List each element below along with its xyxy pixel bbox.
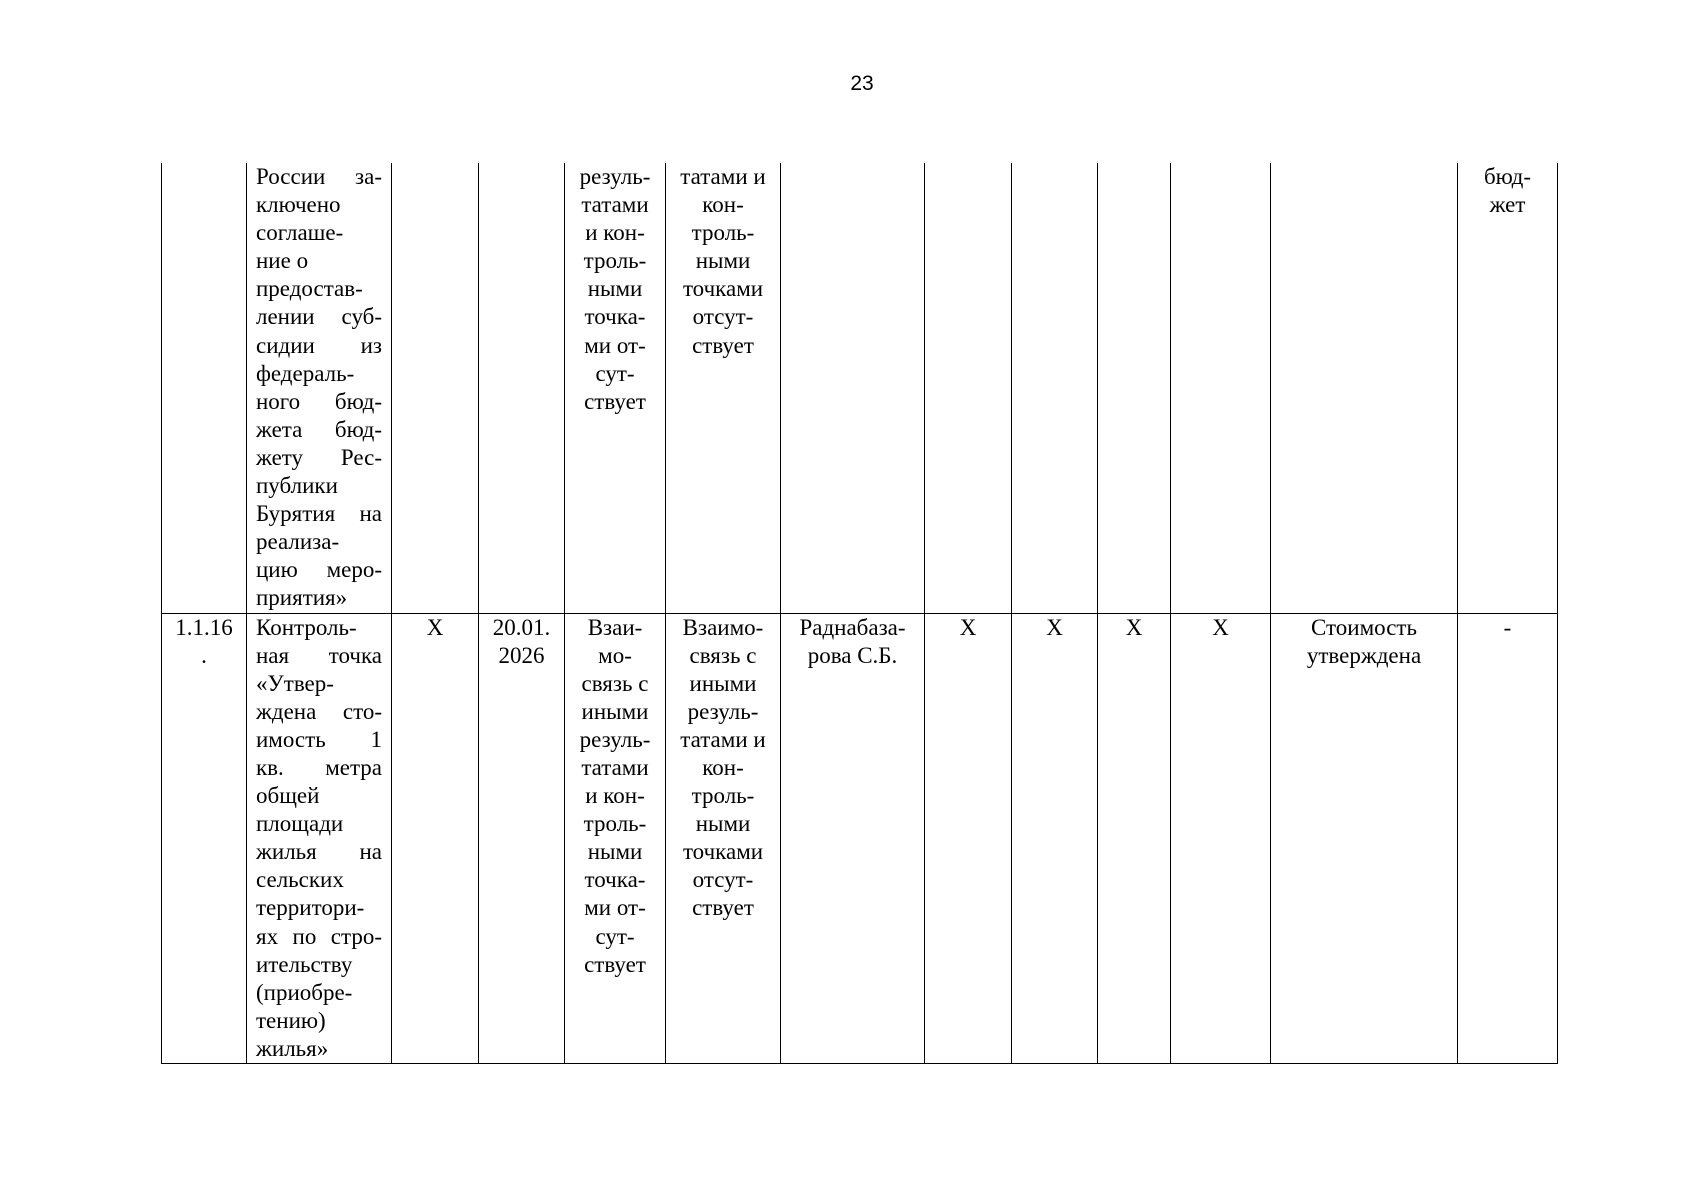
cell-line: 2026 xyxy=(498,642,545,668)
cell-line: России за- xyxy=(256,164,382,189)
cell-line: утверждена xyxy=(1306,642,1422,668)
cell-line: точками xyxy=(682,839,764,865)
cell-line: 20.01. xyxy=(492,614,551,640)
cell-line: сут- xyxy=(595,923,635,949)
document-table xyxy=(161,163,1558,1064)
table-row xyxy=(162,163,1558,613)
cell-line: связь с xyxy=(581,670,649,696)
cell-line: татами xyxy=(581,754,649,780)
relationship-cell xyxy=(565,163,666,613)
cell-line: троль- xyxy=(691,220,755,246)
cell-line: ствует xyxy=(692,332,754,358)
cell-line: резуль- xyxy=(579,164,651,189)
row-number-cell xyxy=(162,613,247,1064)
page-number: 23 xyxy=(850,72,874,95)
row-number-cell xyxy=(162,163,247,613)
cell-line: ными xyxy=(695,811,751,837)
cell-line: жету Рес- xyxy=(256,444,382,470)
cell-line: «Утвер- xyxy=(256,670,334,696)
cell-line: резуль- xyxy=(687,698,759,724)
cell-line: троль- xyxy=(691,783,755,809)
cell-line: резуль- xyxy=(579,726,651,752)
cell-line: точками xyxy=(682,276,764,302)
responsible-cell xyxy=(781,163,925,613)
cell-line: татами и xyxy=(680,164,766,189)
x-cell xyxy=(1171,163,1271,613)
source-cell xyxy=(1458,163,1558,613)
table-row xyxy=(162,613,1558,1064)
cell-line: ствует xyxy=(692,895,754,921)
cell-line: общей xyxy=(256,783,320,809)
cell-line: X xyxy=(426,614,444,640)
cell-line: рова С.Б. xyxy=(807,642,898,668)
relationship-cell-2 xyxy=(666,163,781,613)
cell-line: кон- xyxy=(702,754,744,780)
relationship-cell xyxy=(565,613,666,1064)
cell-line: сут- xyxy=(595,360,635,386)
cell-line: ная точка xyxy=(256,642,382,668)
cell-line: отсут- xyxy=(692,867,754,893)
cell-line: лении суб- xyxy=(256,304,382,330)
cell-line: федераль- xyxy=(256,360,355,386)
cell-line: ждена сто- xyxy=(256,698,382,724)
x-cell: X xyxy=(1012,613,1098,1064)
cell-line: ключено xyxy=(256,192,341,218)
cell-line: кв. метра xyxy=(256,754,382,780)
cell-line: жилья» xyxy=(256,1035,329,1061)
cell-line: приятия» xyxy=(256,585,348,611)
cell-line: иными xyxy=(689,670,757,696)
mark-cell xyxy=(392,613,479,1064)
cell-line: иными xyxy=(581,698,649,724)
cell-line: 1.1.16 xyxy=(175,614,233,640)
cell-line: ного бюд- xyxy=(256,388,382,414)
cell-line: ми от- xyxy=(584,895,646,921)
cell-line: кон- xyxy=(702,192,744,218)
cell-line: Взаимо- xyxy=(682,614,764,640)
cell-line: ными xyxy=(587,276,643,302)
cell-line: татами xyxy=(581,192,649,218)
responsible-cell xyxy=(781,613,925,1064)
result-cell xyxy=(1271,613,1458,1064)
mark-cell xyxy=(392,163,479,613)
cell-line: Взаи- xyxy=(587,614,643,640)
cell-line: Бурятия на xyxy=(256,501,382,527)
result-cell xyxy=(1271,163,1458,613)
cell-line: предостав- xyxy=(256,276,363,302)
cell-line: бюд- xyxy=(1483,164,1532,189)
cell-line: ствует xyxy=(584,951,646,977)
cell-line: жета бюд- xyxy=(256,416,382,442)
x-cell xyxy=(1012,163,1098,613)
date-cell xyxy=(479,163,565,613)
cell-line: ми от- xyxy=(584,332,646,358)
cell-line: публики xyxy=(256,473,338,499)
description-cell xyxy=(247,163,392,613)
cell-line: троль- xyxy=(583,811,647,837)
cell-line: тению) xyxy=(256,1007,326,1033)
cell-line: ными xyxy=(587,839,643,865)
x-cell: X xyxy=(1171,613,1271,1064)
cell-line: отсут- xyxy=(692,304,754,330)
cell-line: . xyxy=(201,642,207,668)
cell-line: жилья на xyxy=(256,839,382,865)
cell-line: и кон- xyxy=(585,220,645,246)
x-cell: X xyxy=(925,613,1012,1064)
description-cell xyxy=(247,613,392,1064)
cell-line: точка- xyxy=(584,304,646,330)
cell-line: реализа- xyxy=(256,529,340,555)
x-cell xyxy=(925,163,1012,613)
cell-line: цию меро- xyxy=(256,557,382,583)
cell-line: точка- xyxy=(584,867,646,893)
date-cell xyxy=(479,613,565,1064)
cell-line: площади xyxy=(256,811,344,837)
cell-line: мо- xyxy=(598,642,632,668)
cell-line: ными xyxy=(695,248,751,274)
cell-line: жет xyxy=(1489,192,1526,218)
cell-line: сельских xyxy=(256,867,344,893)
cell-line: ние о xyxy=(256,248,309,274)
cell-line: имость 1 xyxy=(256,726,382,752)
cell-line: связь с xyxy=(689,642,757,668)
cell-line: (приобре- xyxy=(256,979,353,1005)
relationship-cell-2 xyxy=(666,613,781,1064)
cell-line: Раднабаза- xyxy=(799,614,906,640)
cell-line: территори- xyxy=(256,895,365,921)
cell-line: сидии из xyxy=(256,332,382,358)
cell-line: - xyxy=(1503,614,1512,640)
cell-line: и кон- xyxy=(585,783,645,809)
cell-line: троль- xyxy=(583,248,647,274)
x-cell: X xyxy=(1098,613,1171,1064)
cell-line: Контроль- xyxy=(256,614,357,640)
cell-line: татами и xyxy=(680,726,766,752)
source-cell xyxy=(1458,613,1558,1064)
cell-line: соглаше- xyxy=(256,220,344,246)
cell-line: ях по стро- xyxy=(256,923,382,949)
cell-line: Стоимость xyxy=(1311,614,1417,640)
cell-line: ствует xyxy=(584,388,646,414)
cell-line: ительству xyxy=(256,951,353,977)
x-cell xyxy=(1098,163,1171,613)
